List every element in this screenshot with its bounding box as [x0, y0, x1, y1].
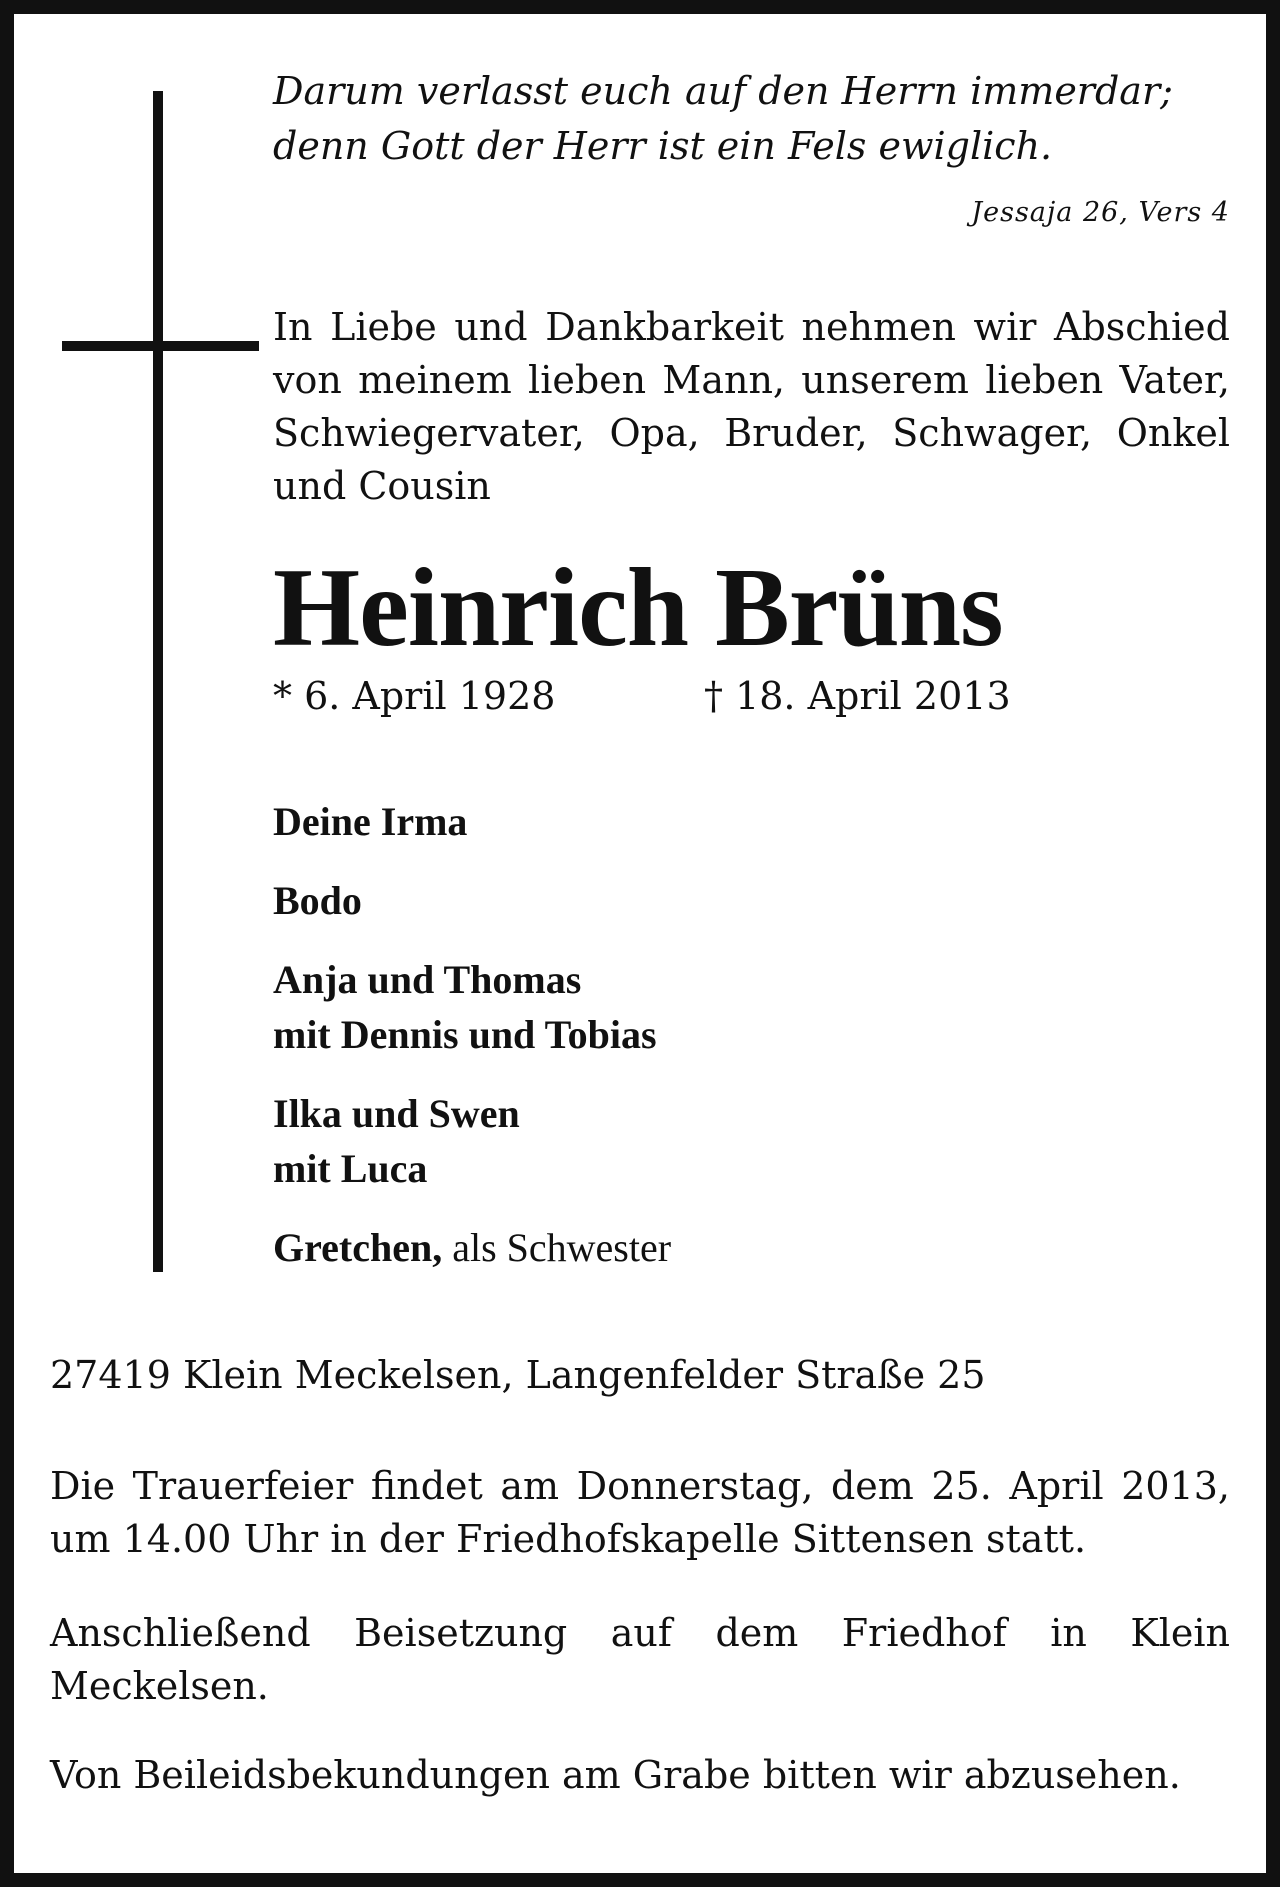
mourner-group	[273, 952, 1230, 1062]
verse-line: Darum verlasst euch auf den Herrn immerdar;	[273, 69, 1173, 113]
death-date: † 18. April 2013	[704, 674, 1011, 718]
life-dates	[273, 670, 1230, 722]
intro-text: In Liebe und Dankbarkeit nehmen wir Abschied von meinem lieben Mann, unserem lieben Vater, Schwiegervater, Opa, Bruder, Schwager, Onkel und Cousin	[273, 305, 1230, 508]
verse-reference: Jessaja 26, Vers 4	[971, 197, 1230, 228]
burial-info: Anschließend Beisetzung auf dem Friedhof in Klein Meckelsen.	[50, 1611, 1230, 1708]
mourner-line: Bodo	[273, 878, 362, 923]
sister-name: Gretchen,	[273, 1225, 443, 1270]
deceased-name: Heinrich Brüns	[273, 546, 1003, 670]
condolence-note: Von Beileidsbekundungen am Grabe bitten wir abzusehen.	[50, 1753, 1181, 1797]
mourners-list	[273, 794, 1230, 1299]
cross-vertical-bar	[153, 91, 163, 1272]
mourner-line: Ilka und Swen	[273, 1091, 520, 1136]
funeral-service-info: Die Trauerfeier findet am Donnerstag, dem 25. April 2013, um 14.00 Uhr in der Friedhofskapelle Sittensen statt.	[50, 1464, 1230, 1561]
sister-relation: als Schwester	[442, 1225, 672, 1270]
cross-horizontal-bar	[62, 341, 259, 351]
mourner-group	[273, 794, 1230, 849]
mourner-group	[273, 1086, 1230, 1196]
bible-verse	[273, 64, 1230, 174]
mourner-line: mit Dennis und Tobias	[273, 1012, 657, 1057]
mourner-group	[273, 873, 1230, 928]
mourner-line: mit Luca	[273, 1146, 428, 1191]
family-address: 27419 Klein Meckelsen, Langenfelder Straße 25	[50, 1353, 986, 1397]
birth-date: * 6. April 1928	[273, 674, 556, 718]
mourner-line: Deine Irma	[273, 799, 468, 844]
mourner-sister	[273, 1220, 1230, 1275]
verse-line: denn Gott der Herr ist ein Fels ewiglich.	[273, 124, 1053, 168]
mourner-line: Anja und Thomas	[273, 957, 582, 1002]
